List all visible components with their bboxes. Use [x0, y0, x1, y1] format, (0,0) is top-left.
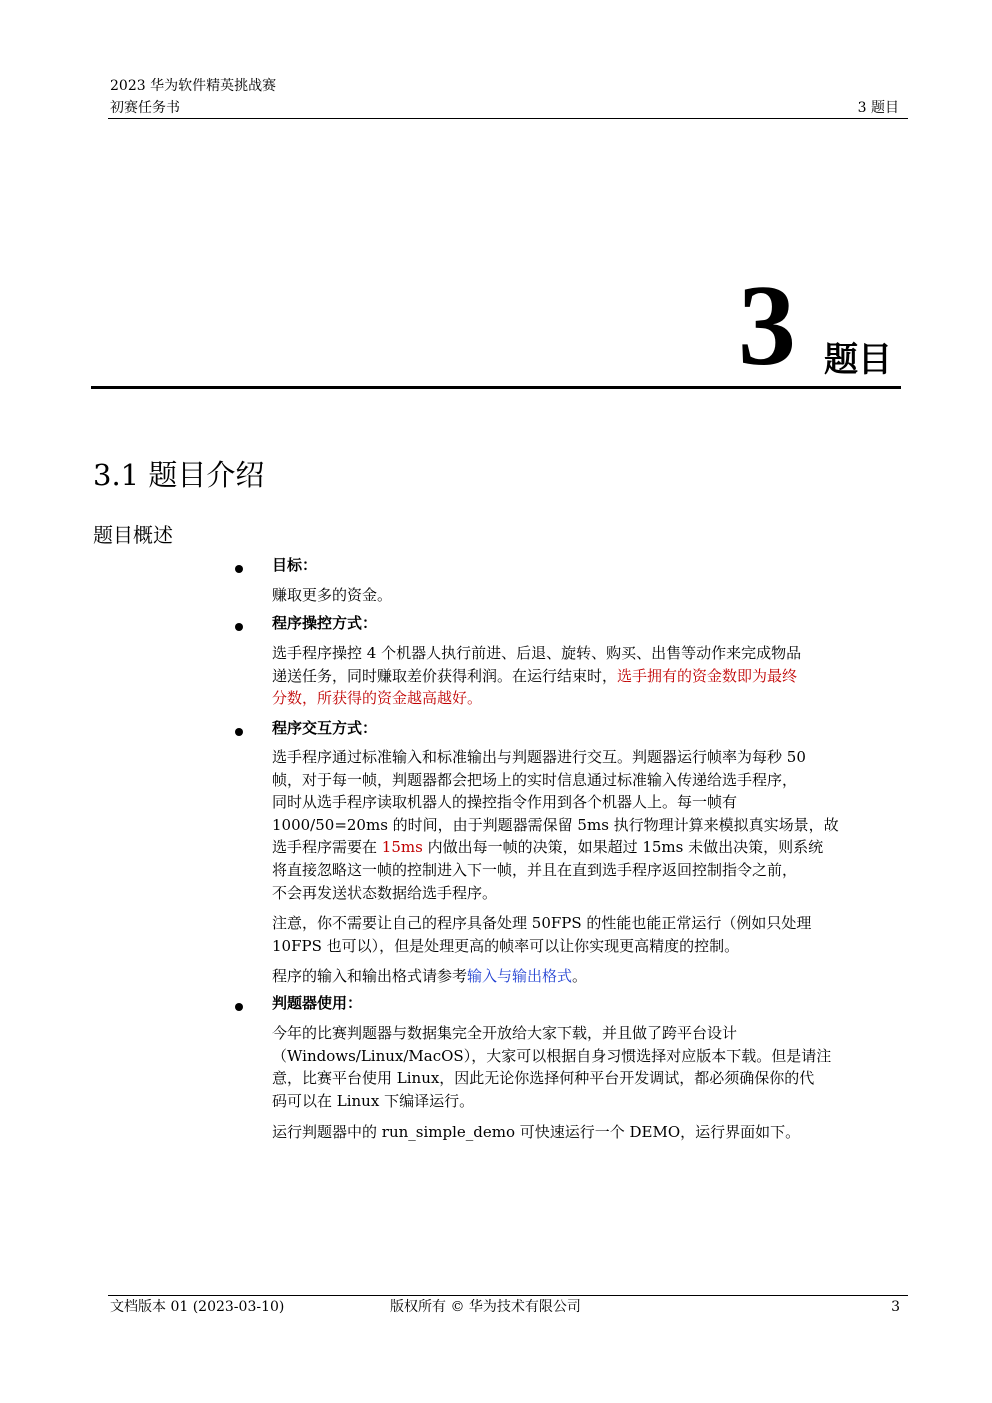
footer-copyright: 版权所有 © 华为技术有限公司 — [390, 1299, 581, 1315]
text-line: 不会再发送状态数据给选手程序。 — [272, 883, 498, 902]
paragraph — [272, 1022, 902, 1112]
paragraph — [272, 746, 902, 904]
bullet-label: 程序交互方式： — [272, 719, 378, 737]
text-run: 递送任务，同时赚取差价获得利润。在运行结束时， — [272, 666, 618, 685]
text-run: 。 — [572, 967, 588, 985]
paragraph — [272, 642, 902, 710]
text-line: 赚取更多的资金。 — [272, 586, 393, 604]
bullet-label: 判题器使用： — [272, 994, 363, 1012]
bullet-label: 程序操控方式： — [272, 614, 378, 632]
text-line: 码可以在 Linux 下编译运行。 — [272, 1091, 475, 1110]
text-run: 内做出每一帧的决策，如果超过 15ms 未做出决策，则系统 — [422, 838, 824, 857]
bullet-icon — [235, 623, 243, 631]
bullet-icon — [235, 565, 243, 573]
text-line: 意，比赛平台使用 Linux，因此无论你选择何种平台开发调试，都必须确保你的代 — [272, 1069, 815, 1088]
chapter-number: 3 — [738, 262, 796, 390]
section-title: 3.1 题目介绍 — [93, 458, 265, 492]
page-number: 3 — [891, 1299, 900, 1315]
text-line: 1000/50=20ms 的时间，由于判题器需保留 5ms 执行物理计算来模拟真实场景，故 — [272, 815, 839, 834]
highlight-text: 选手拥有的资金数即为最终 — [617, 666, 798, 685]
paragraph — [272, 584, 902, 607]
text-run: 程序的输入和输出格式请参考 — [272, 967, 468, 985]
text-line: 10FPS 也可以），但是处理更高的帧率可以让你实现更高精度的控制。 — [272, 936, 740, 955]
bullet-icon — [235, 728, 243, 736]
paragraph — [272, 912, 902, 957]
text-line: 选手程序通过标准输入和标准输出与判题器进行交互。判题器运行帧率为每秒 50 — [272, 748, 806, 766]
header-divider — [108, 118, 908, 119]
highlight-text: 分数，所获得的资金越高越好。 — [272, 689, 483, 708]
header-chapter: 3 题目 — [857, 100, 899, 116]
text-line: 今年的比赛判题器与数据集完全开放给大家下载，并且做了跨平台设计 — [272, 1024, 738, 1042]
subsection-title: 题目概述 — [93, 523, 173, 547]
text-line — [272, 836, 902, 859]
bullet-icon — [235, 1003, 243, 1011]
text-line: 注意，你不需要让自己的程序具备处理 50FPS 的性能也能正常运行（例如只处理 — [272, 914, 812, 932]
footer-version: 文档版本 01 (2023-03-10) — [110, 1299, 285, 1315]
header-subtitle: 初赛任务书 — [110, 100, 180, 116]
text-line — [272, 665, 902, 688]
chapter-divider — [91, 386, 901, 389]
text-line: 运行判题器中的 run_simple_demo 可快速运行一个 DEMO，运行界面如下。 — [272, 1123, 801, 1141]
paragraph — [272, 965, 902, 988]
footer-divider — [108, 1295, 908, 1296]
text-run: 选手程序需要在 — [272, 838, 382, 857]
io-format-link[interactable]: 输入与输出格式 — [467, 967, 573, 985]
text-line: 将直接忽略这一帧的控制进入下一帧，并且在直到选手程序返回控制指令之前， — [272, 860, 798, 879]
header-title: 2023 华为软件精英挑战赛 — [110, 78, 277, 94]
paragraph — [272, 1121, 902, 1144]
text-line: 同时从选手程序读取机器人的操控指令作用到各个机器人上。每一帧有 — [272, 793, 738, 812]
chapter-title: 题目 — [824, 340, 892, 380]
text-line: 选手程序操控 4 个机器人执行前进、后退、旋转、购买、出售等动作来完成物品 — [272, 644, 802, 662]
text-line: （Windows/Linux/MacOS），大家可以根据自身习惯选择对应版本下载。但是请注 — [272, 1046, 832, 1065]
bullet-label: 目标： — [272, 556, 318, 574]
highlight-text: 15ms — [381, 838, 423, 857]
text-line: 帧，对于每一帧，判题器都会把场上的实时信息通过标准输入传递给选手程序， — [272, 770, 798, 789]
text-line — [272, 965, 902, 988]
